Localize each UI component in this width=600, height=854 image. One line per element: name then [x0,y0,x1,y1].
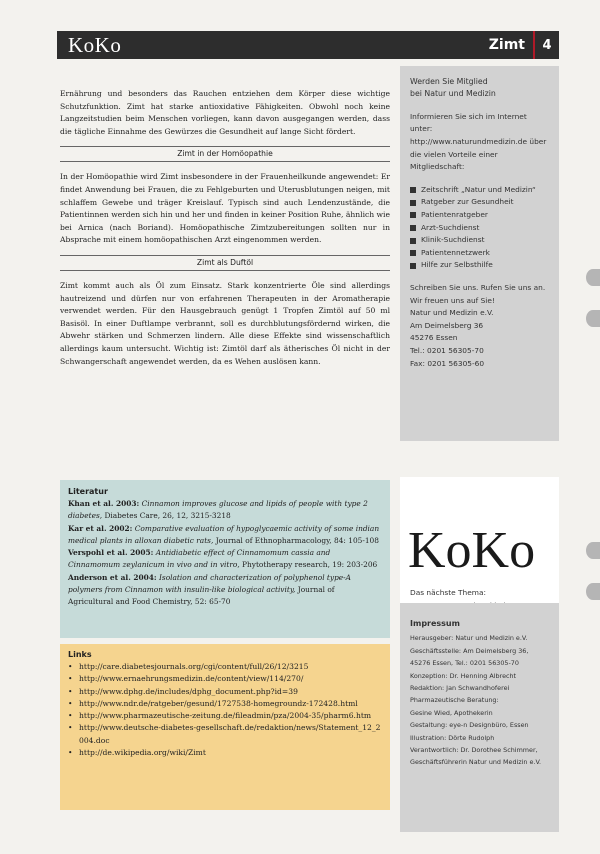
impressum-line: Geschäftsstelle: Am Deimelsberg 36, [410,646,529,655]
lit-author: Khan et al. 2003: [68,499,140,508]
punch-hole [586,310,600,327]
benefit-item: Patientennetzwerk [410,247,551,260]
lit-author: Verspohl et al. 2005: [68,548,154,558]
impressum-line: Gesine Wied, Apothekerin [410,708,493,717]
link-item[interactable]: • http://www.deutsche-diabetes-gesellschaft.de/redaktion/news/Statement_12_2004.doc [68,722,382,747]
membership-heading-line1: Werden Sie Mitglied [410,77,488,86]
main-column [60,88,390,368]
contact-line: Natur und Medizin e.V. [410,308,494,318]
section-heading-fragrance-oil: Zimt als Duftöl [60,255,390,271]
link-item[interactable]: • http://www.pharmazeutische-zeitung.de/fileadmin/pza/2004-35/pharm6.htm [68,710,382,722]
punch-hole [586,269,600,286]
membership-panel [400,66,559,441]
benefit-item: Hilfe zur Selbsthilfe [410,259,551,272]
lit-title: Cinnamon improves glucose and lipids of people with type 2 diabetes, [68,499,368,521]
impressum-line: Illustration: Dörte Rudolph [410,733,495,742]
lit-source: Diabetes Care, 26, 12, 3215-3218 [104,511,231,521]
membership-heading [410,76,551,101]
literature-entry [68,572,382,609]
impressum-panel [400,603,559,832]
link-item[interactable]: • http://de.wikipedia.org/wiki/Zimt [68,747,382,759]
benefit-item: Patientenratgeber [410,209,551,222]
literature-entry [68,498,382,523]
punch-hole [586,542,600,559]
link-item[interactable]: • http://www.ernaehrungsmedizin.de/content/view/114/270/ [68,673,382,685]
lit-title: Comparative evaluation of hypoglycaemic activity of some indian medical plants in alloxan diabetic rats, [68,523,380,545]
lit-source: Phytotherapy research, 19: 203-206 [242,560,378,570]
literature-box [60,480,390,638]
impressum-line: Redaktion: Jan Schwandhoferei [410,684,510,693]
contact-line: Tel.: 0201 56305-70 [410,345,484,355]
links-box [60,644,390,810]
impressum-title: Impressum [410,619,460,628]
impressum-line: Pharmazeutische Beratung: [410,696,499,705]
literature-title: Literatur [68,487,108,496]
benefit-item: Arzt-Suchdienst [410,222,551,235]
link-item[interactable]: • http://www.dphg.de/includes/dphg_document.php?id=39 [68,686,382,698]
lit-author: Kar et al. 2002: [68,523,133,533]
koko-logo: KoKo [408,522,536,579]
next-topic-label: Das nächste Thema: [410,588,486,597]
benefit-item: Ratgeber zur Gesundheit [410,196,551,209]
page-number: 4 [542,37,552,53]
literature-entry [68,547,382,572]
impressum-line: 45276 Essen, Tel.: 0201 56305-70 [410,659,519,668]
header-right [489,31,559,59]
impressum-line: Herausgeber: Natur und Medizin e.V. [410,634,528,643]
punch-hole [586,583,600,600]
contact-line: 45276 Essen [410,333,458,343]
sidebar [400,66,559,832]
section-heading-homoeopathy: Zimt in der Homöopathie [60,146,390,162]
contact-intro: Schreiben Sie uns. Rufen Sie uns an. Wir freuen uns auf Sie! [410,282,546,305]
lit-source: Journal of Ethnopharmacology, 84: 105-108 [215,535,379,545]
lit-title: Isolation and characterization of polyphenol type-A polymers from Cinnamon with insulin-like biological activity, [68,572,352,595]
section-title: Zimt [488,37,525,53]
contact-address [410,307,551,370]
impressum-line: Gestaltung: eye-n Designbüro, Essen [410,721,529,730]
link-item[interactable]: • http://care.diabetesjournals.org/cgi/content/full/26/12/3215 [68,661,382,673]
benefit-item: Klinik-Suchdienst [410,234,551,247]
membership-info: Informieren Sie sich im Internet unter: http://www.naturundmedizin.de über die vielen Vorteile einer Mitgliedschaft: [410,111,547,172]
links-title: Links [68,650,92,659]
lit-author: Anderson et al. 2004: [68,572,157,582]
homoeopathy-paragraph: In der Homöopathie wird Zimt insbesondere in der Frauenheilkunde angewendet: Er findet Anwendung bei Frauen, die zu Fehlgeburten und Uterusblutungen neigen, mit schlaffem Gewebe und träger Kreislauf. Typisch sind auch Lendenzustände, die Patientinnen werden sich hin und her und finden in keiner Position Ruhe, ähnlich wie bei Arnica (nach Boriand). Homöopathische Zimtzubereitungen sollten nur in Absprache mit einem homöopathischen Arzt eingenommen werden. [60,172,390,245]
benefit-item: Zeitschrift „Natur und Medizin“ [410,184,551,197]
impressum-line: Geschäftsführerin Natur und Medizin e.V. [410,758,542,767]
fragrance-oil-paragraph: Zimt kommt auch als Öl zum Einsatz. Stark konzentrierte Öle sind allerdings hautreizend und dürfen nur von erfahrenen Therapeuten in der Aromatherapie verwendet werden. Für den Hausgebrauch genügt 1 Tropfen Zimtöl auf 50 ml Basisöl. In einer Duftlampe verbrannt, soll es durchblutungsfördernd wirken, die Abwehr stärken und Schmerzen lindern. Alle diese Effekte sind wissenschaftlich allerdings kaum untersucht. Wichtig ist: Zimtöl darf als ätherisches Öl nicht in der Schwangerschaft angewendet werden, da es Wehen auslösen kann. [60,280,390,366]
lit-title: Antidiabetic effect of Cinnamomum cassia and Cinnamomum zeylanicum in vivo and in vitro, [68,548,331,570]
impressum-line: Konzeption: Dr. Henning Albrecht [410,671,517,680]
membership-heading-line2: bei Natur und Medizin [410,89,496,99]
impressum-line: Verantwortlich: Dr. Dorothee Schimmer, [410,746,538,755]
intro-paragraph: Ernährung und besonders das Rauchen entziehen dem Körper diese wichtige Schutzfunktion. Zimt hat starke antioxidative Fähigkeiten. Obwohl noch keine Langzeitstudien beim Menschen vorliegen, kann davon ausgegangen werden, dass die tägliche Einnahme des Gewürzes die Gesundheit auf lange Sicht fördert. [60,89,390,136]
page-header [57,31,559,59]
lit-source: Journal of Agricultural and Food Chemistry, 52: 65-70 [68,585,335,607]
benefits-list [410,184,551,272]
links-list [68,661,382,759]
link-item[interactable]: • http://www.ndr.de/ratgeber/gesund/1727538-homegroundz-172428.html [68,698,382,710]
contact-line: Fax: 0201 56305-60 [410,358,485,368]
header-logo: KoKo [68,32,122,57]
contact-line: Am Deimelsberg 36 [410,320,484,330]
literature-entry [68,523,382,548]
